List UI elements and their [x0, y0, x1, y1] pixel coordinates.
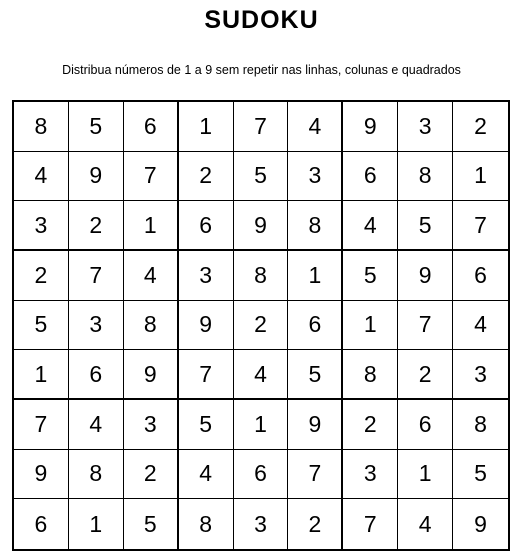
- sudoku-cell-r4-c3[interactable]: 4: [124, 251, 179, 301]
- sudoku-cell-r6-c1[interactable]: 1: [14, 350, 69, 400]
- instructions-text: Distribua números de 1 a 9 sem repetir nas linhas, colunas e quadrados: [62, 63, 461, 77]
- sudoku-cell-r6-c7[interactable]: 8: [343, 350, 398, 400]
- sudoku-cell-r7-c8[interactable]: 6: [398, 400, 453, 450]
- sudoku-cell-r2-c8[interactable]: 8: [398, 152, 453, 202]
- sudoku-cell-r7-c6[interactable]: 9: [288, 400, 343, 450]
- sudoku-cell-r9-c8[interactable]: 4: [398, 499, 453, 549]
- sudoku-cell-r2-c5[interactable]: 5: [234, 152, 289, 202]
- sudoku-cell-r3-c2[interactable]: 2: [69, 201, 124, 251]
- sudoku-cell-r4-c6[interactable]: 1: [288, 251, 343, 301]
- sudoku-cell-r7-c9[interactable]: 8: [453, 400, 508, 450]
- sudoku-cell-r4-c5[interactable]: 8: [234, 251, 289, 301]
- sudoku-cell-r7-c2[interactable]: 4: [69, 400, 124, 450]
- sudoku-cell-r3-c9[interactable]: 7: [453, 201, 508, 251]
- sudoku-cell-r7-c1[interactable]: 7: [14, 400, 69, 450]
- sudoku-cell-r1-c7[interactable]: 9: [343, 102, 398, 152]
- sudoku-cell-r1-c8[interactable]: 3: [398, 102, 453, 152]
- sudoku-cell-r3-c8[interactable]: 5: [398, 201, 453, 251]
- sudoku-cell-r9-c2[interactable]: 1: [69, 499, 124, 549]
- sudoku-grid: [12, 100, 510, 551]
- sudoku-cell-r8-c6[interactable]: 7: [288, 450, 343, 500]
- sudoku-cell-r5-c7[interactable]: 1: [343, 301, 398, 351]
- sudoku-cell-r6-c6[interactable]: 5: [288, 350, 343, 400]
- sudoku-cell-r8-c4[interactable]: 4: [179, 450, 234, 500]
- sudoku-cell-r4-c7[interactable]: 5: [343, 251, 398, 301]
- sudoku-cell-r5-c9[interactable]: 4: [453, 301, 508, 351]
- sudoku-cell-r8-c9[interactable]: 5: [453, 450, 508, 500]
- sudoku-cell-r6-c9[interactable]: 3: [453, 350, 508, 400]
- sudoku-cell-r1-c3[interactable]: 6: [124, 102, 179, 152]
- sudoku-cell-r7-c7[interactable]: 2: [343, 400, 398, 450]
- sudoku-cell-r5-c2[interactable]: 3: [69, 301, 124, 351]
- sudoku-cell-r9-c9[interactable]: 9: [474, 510, 487, 537]
- sudoku-cell-r2-c6[interactable]: 3: [288, 152, 343, 202]
- sudoku-cell-r1-c6[interactable]: 4: [288, 102, 343, 152]
- sudoku-cell-r2-c2[interactable]: 9: [69, 152, 124, 202]
- sudoku-cell-r5-c5[interactable]: 2: [234, 301, 289, 351]
- sudoku-cell-r6-c4[interactable]: 7: [179, 350, 234, 400]
- sudoku-cell-r7-c4[interactable]: 5: [179, 400, 234, 450]
- page-title: SUDOKU: [204, 6, 319, 34]
- sudoku-cell-r9-c6[interactable]: 2: [288, 499, 343, 549]
- sudoku-cell-r5-c3[interactable]: 8: [124, 301, 179, 351]
- sudoku-cell-r8-c2[interactable]: 8: [69, 450, 124, 500]
- sudoku-cell-r1-c5[interactable]: 7: [234, 102, 289, 152]
- sudoku-cell-r5-c8[interactable]: 7: [398, 301, 453, 351]
- sudoku-cell-r3-c3[interactable]: 1: [124, 201, 179, 251]
- sudoku-cell-r2-c1[interactable]: 4: [14, 152, 69, 202]
- sudoku-cell-r4-c1[interactable]: 2: [14, 251, 69, 301]
- sudoku-cell-r3-c6[interactable]: 8: [288, 201, 343, 251]
- sudoku-cell-r9-c7[interactable]: 7: [343, 499, 398, 549]
- sudoku-cell-r5-c1[interactable]: 5: [14, 301, 69, 351]
- sudoku-cell-r7-c3[interactable]: 3: [124, 400, 179, 450]
- sudoku-cell-r6-c3[interactable]: 9: [124, 350, 179, 400]
- sudoku-cell-r5-c6[interactable]: 6: [288, 301, 343, 351]
- sudoku-cell-r9-c5[interactable]: 3: [234, 499, 289, 549]
- sudoku-cell-r5-c4[interactable]: 9: [179, 301, 234, 351]
- sudoku-cell-r6-c8[interactable]: 2: [398, 350, 453, 400]
- sudoku-cell-r8-c7[interactable]: 3: [343, 450, 398, 500]
- sudoku-cell-r6-c5[interactable]: 4: [234, 350, 289, 400]
- sudoku-cell-r1-c9[interactable]: 2: [453, 102, 508, 152]
- sudoku-cell-r8-c8[interactable]: 1: [398, 450, 453, 500]
- sudoku-cell-r2-c3[interactable]: 7: [124, 152, 179, 202]
- sudoku-cell-r4-c8[interactable]: 9: [398, 251, 453, 301]
- sudoku-cell-r2-c9[interactable]: 1: [453, 152, 508, 202]
- sudoku-cell-r3-c4[interactable]: 6: [179, 201, 234, 251]
- sudoku-cell-r8-c5[interactable]: 6: [234, 450, 289, 500]
- sudoku-cell-r4-c9[interactable]: 6: [453, 251, 508, 301]
- sudoku-cell-r1-c4[interactable]: 1: [179, 102, 234, 152]
- sudoku-cell-r3-c7[interactable]: 4: [343, 201, 398, 251]
- sudoku-cell-r8-c3[interactable]: 2: [124, 450, 179, 500]
- sudoku-cell-r3-c1[interactable]: 3: [14, 201, 69, 251]
- sudoku-cell-r4-c2[interactable]: 7: [69, 251, 124, 301]
- sudoku-cell-r2-c4[interactable]: 2: [179, 152, 234, 202]
- sudoku-cell-r6-c2[interactable]: 6: [69, 350, 124, 400]
- sudoku-cell-r4-c4[interactable]: 3: [179, 251, 234, 301]
- sudoku-cell-r8-c1[interactable]: 9: [14, 450, 69, 500]
- sudoku-cell-r7-c5[interactable]: 1: [234, 400, 289, 450]
- sudoku-cell-r9-c1[interactable]: 6: [14, 499, 69, 549]
- sudoku-cell-r1-c2[interactable]: 5: [69, 102, 124, 152]
- sudoku-cell-r1-c1[interactable]: 8: [14, 102, 69, 152]
- sudoku-cell-r9-c4[interactable]: 8: [179, 499, 234, 549]
- sudoku-cell-r9-c3[interactable]: 5: [124, 499, 179, 549]
- sudoku-cell-r3-c5[interactable]: 9: [234, 201, 289, 251]
- sudoku-cell-r2-c7[interactable]: 6: [343, 152, 398, 202]
